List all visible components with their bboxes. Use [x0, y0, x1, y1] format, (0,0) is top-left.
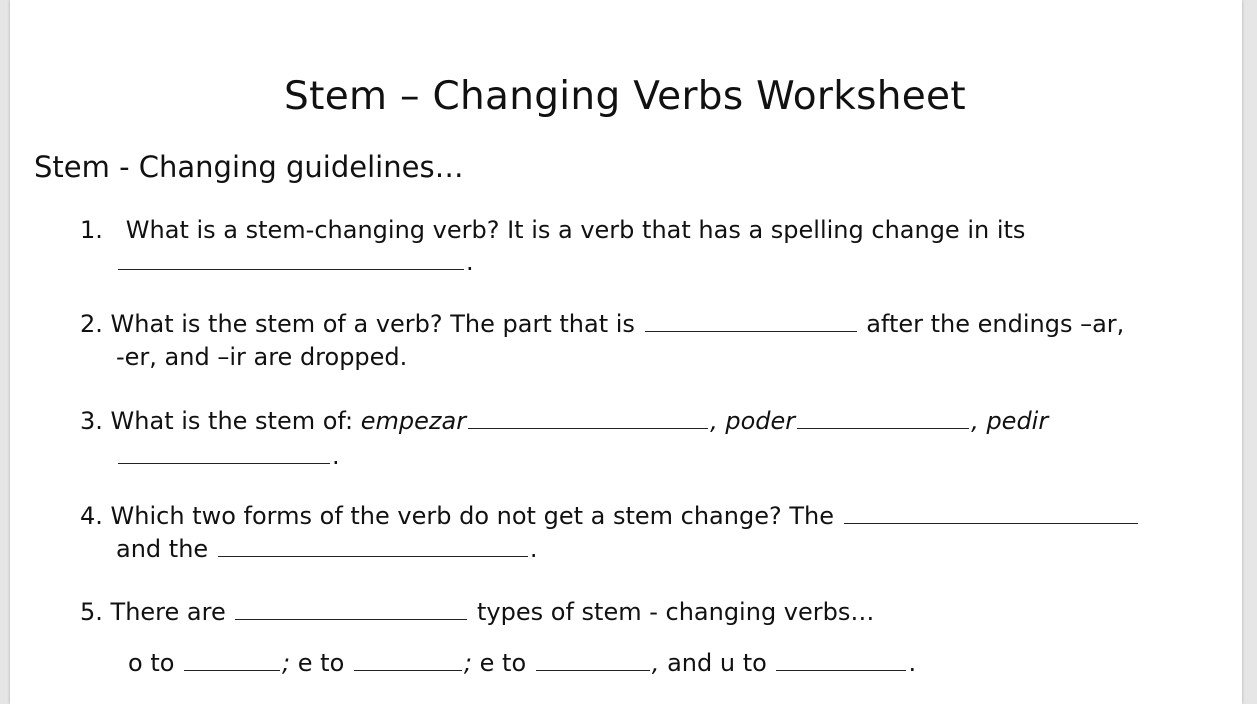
- answer-blank[interactable]: [118, 247, 464, 270]
- answer-blank[interactable]: [354, 648, 462, 671]
- answer-blank[interactable]: [844, 501, 1138, 524]
- question-5: [80, 596, 874, 628]
- answer-blank[interactable]: [776, 648, 906, 671]
- answer-blank[interactable]: [797, 406, 969, 429]
- question-3: [80, 405, 1048, 437]
- question-number: 2.: [80, 310, 103, 338]
- answer-blank[interactable]: [118, 441, 330, 464]
- question-4-line-2: [116, 533, 537, 565]
- question-text-continued: types of stem - changing verbs…: [477, 598, 875, 626]
- change-label: e to: [479, 649, 527, 677]
- punctuation: .: [529, 535, 538, 563]
- question-text: Which two forms of the verb do not get a stem change? The: [110, 502, 834, 530]
- question-number: 5.: [80, 598, 103, 626]
- verb-poder: poder: [725, 407, 796, 435]
- punctuation: ,: [971, 407, 979, 435]
- verb-pedir: pedir: [986, 407, 1049, 435]
- answer-blank[interactable]: [536, 648, 650, 671]
- punctuation: .: [466, 248, 474, 276]
- punctuation: ;: [282, 649, 291, 677]
- answer-blank[interactable]: [468, 406, 708, 429]
- question-2-line-2: -er, and –ir are dropped.: [116, 343, 408, 371]
- change-label: and u to: [667, 649, 767, 677]
- question-text: What is the stem of a verb? The part that is: [110, 310, 635, 338]
- punctuation: ,: [651, 649, 660, 677]
- question-text-continued: and the: [116, 535, 209, 563]
- punctuation: .: [908, 649, 917, 677]
- question-text: What is a stem-changing verb? It is a verb that has a spelling change in its: [125, 216, 1026, 244]
- answer-blank[interactable]: [218, 534, 528, 557]
- verb-empezar: empezar: [360, 407, 467, 435]
- section-heading: Stem - Changing guidelines…: [34, 150, 464, 184]
- question-2: [80, 308, 1124, 340]
- question-text: What is the stem of:: [110, 407, 354, 435]
- question-number: 4.: [80, 502, 103, 530]
- question-4: [80, 500, 1140, 532]
- change-label: e to: [297, 649, 345, 677]
- question-number: 3.: [80, 407, 103, 435]
- question-text: There are: [110, 598, 226, 626]
- answer-blank[interactable]: [184, 648, 280, 671]
- punctuation: .: [332, 442, 340, 470]
- answer-blank[interactable]: [645, 309, 857, 332]
- punctuation: ;: [463, 649, 473, 677]
- question-3-answer-line: [116, 440, 340, 472]
- question-1: [80, 214, 1025, 246]
- change-label: o to: [128, 649, 175, 677]
- question-number: 1.: [80, 216, 103, 244]
- page-title: Stem – Changing Verbs Worksheet: [284, 74, 966, 119]
- question-text-continued: after the endings –ar,: [866, 310, 1125, 338]
- answer-blank[interactable]: [235, 597, 467, 620]
- punctuation: ,: [710, 407, 718, 435]
- question-5-line-2: [128, 647, 916, 679]
- question-1-answer-line: [116, 246, 474, 278]
